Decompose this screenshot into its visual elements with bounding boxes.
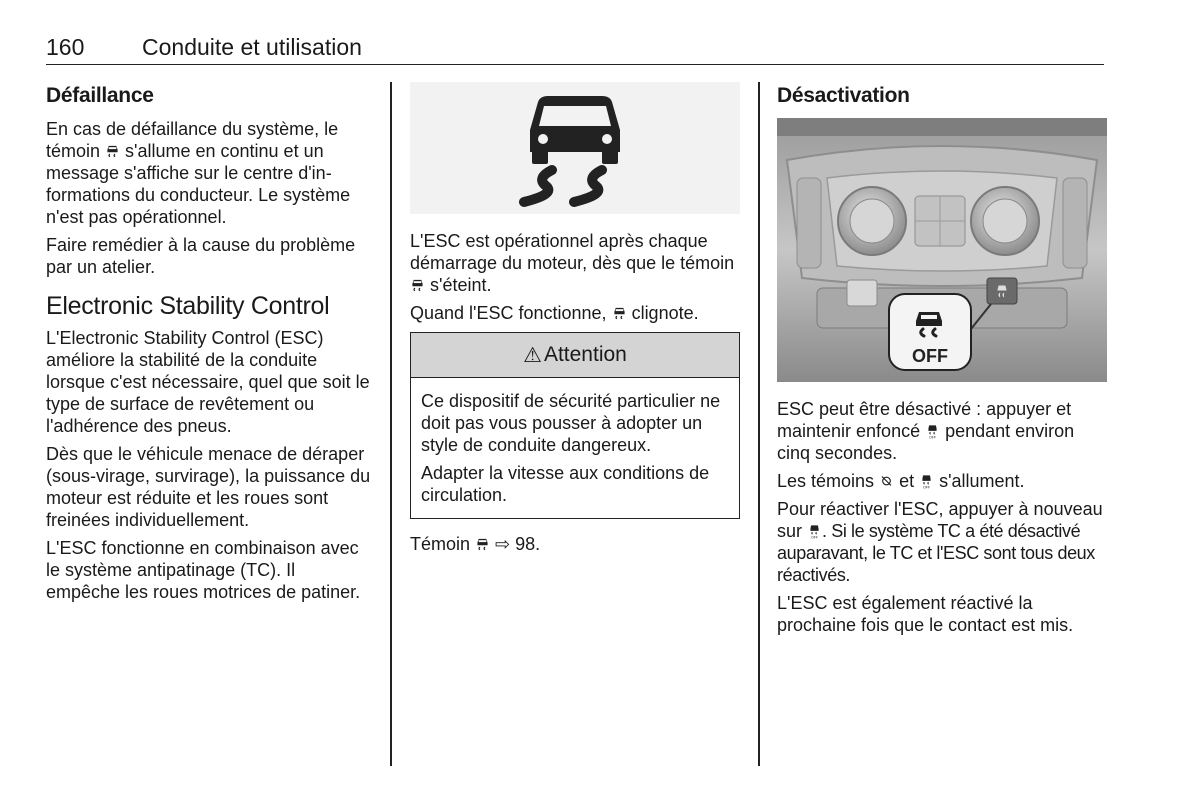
heading-esc: Electronic Stability Control [46, 292, 330, 320]
text-run: clignote. [626, 303, 699, 323]
right-paragraph-3 [777, 498, 1107, 586]
text-run: Témoin [410, 534, 476, 554]
svg-text:OFF: OFF [811, 535, 818, 539]
column-divider-2 [758, 82, 760, 766]
esc-skid-icon [476, 537, 489, 551]
text-run: 98. [510, 534, 541, 554]
right-paragraph-2 [777, 470, 1107, 492]
esc-off-icon [921, 474, 932, 489]
column-divider-1 [390, 82, 392, 766]
text-run: Pour réactiver l'ESC, appuyer à nouveau sur [777, 499, 1103, 541]
warning-triangle-icon: ⚠ [523, 343, 542, 367]
mid-paragraph-1 [410, 230, 740, 296]
warning-body [411, 378, 739, 518]
heading-failure: Défaillance [46, 84, 154, 107]
esc-skid-icon [411, 278, 424, 292]
warning-text-1: Ce dispositif de sécurité particulier ne doit pas vous pousser à adopter un style de conduite dangereux. [421, 391, 721, 455]
text-run: pendant environ cinq secondes. [777, 421, 1075, 463]
warning-title: Attention [543, 343, 627, 366]
reference-line [410, 533, 740, 555]
text-run: s'éteint. [425, 275, 492, 295]
page-ref-arrow-icon: ⇨ [495, 534, 511, 554]
page-header [46, 34, 1104, 65]
page-number: 160 [46, 34, 85, 60]
svg-text:OFF: OFF [923, 485, 930, 489]
esc-off-button-label: OFF [912, 346, 948, 366]
esc-skid-icon [106, 144, 119, 158]
text-run: L'ESC est opérationnel après chaque démarrage du moteur, dès que le témoin [410, 231, 735, 273]
section-title: Conduite et utilisation [142, 34, 362, 60]
failure-paragraph [46, 118, 372, 228]
esc-paragraph-2: Dès que le véhicule menace de déraper (sous-virage, survirage), la puissance du moteur est réduite et les roues sont freinées individuellement. [46, 444, 371, 530]
failure-paragraph-2: Faire remédier à la cause du problème par un atelier. [46, 235, 356, 277]
esc-paragraph-1: L'Electronic Stability Control (ESC) améliore la stabilité de la conduite lorsque c'est nécessaire, quel que soit le type de surface de revêtement ou l'adhérence des pneus. [46, 328, 370, 436]
left-column [46, 82, 372, 609]
right-paragraph-4: L'ESC est également réactivé la prochaine fois que le contact est mis. [777, 593, 1074, 635]
esc-skid-icon [613, 306, 626, 320]
middle-column [410, 82, 740, 561]
text-run: Quand l'ESC fonctionne, [410, 303, 612, 323]
warning-text-2: Adapter la vitesse aux conditions de circulation. [421, 463, 710, 505]
warning-header [411, 333, 739, 378]
mid-paragraph-2 [410, 302, 740, 324]
right-column [777, 82, 1107, 642]
text-run: s'allument. [934, 471, 1025, 491]
tc-off-icon [880, 474, 893, 488]
esc-off-icon [927, 424, 938, 439]
esc-off-icon [809, 524, 820, 539]
esc-warning-figure [410, 82, 740, 214]
text-run: En cas de défaillance du système, le témoin [46, 119, 339, 161]
svg-text:OFF: OFF [929, 435, 936, 439]
text-run: . Si le système TC a été désactivé auparavant, le TC et l'ESC sont tous deux réactivés. [777, 521, 1095, 585]
esc-skid-illustration-icon [510, 90, 640, 208]
heading-deactivation: Désactivation [777, 84, 910, 107]
warning-box [410, 332, 740, 519]
text-run: Les témoins [777, 471, 880, 491]
esc-paragraph-3: L'ESC fonctionne en combinaison avec le système antipatinage (TC). Il empêche les roues motrices de patiner. [46, 538, 361, 602]
text-run: ESC peut être désactivé : appuyer et maintenir enfoncé [777, 399, 1072, 441]
center-console-photo [777, 118, 1107, 382]
text-run: s'allume en continu et un message s'affiche sur le centre d'informations du conducteur. Le système n'est pas opérationnel. [46, 141, 351, 227]
right-paragraph-1 [777, 398, 1107, 464]
text-run: et [894, 471, 920, 491]
